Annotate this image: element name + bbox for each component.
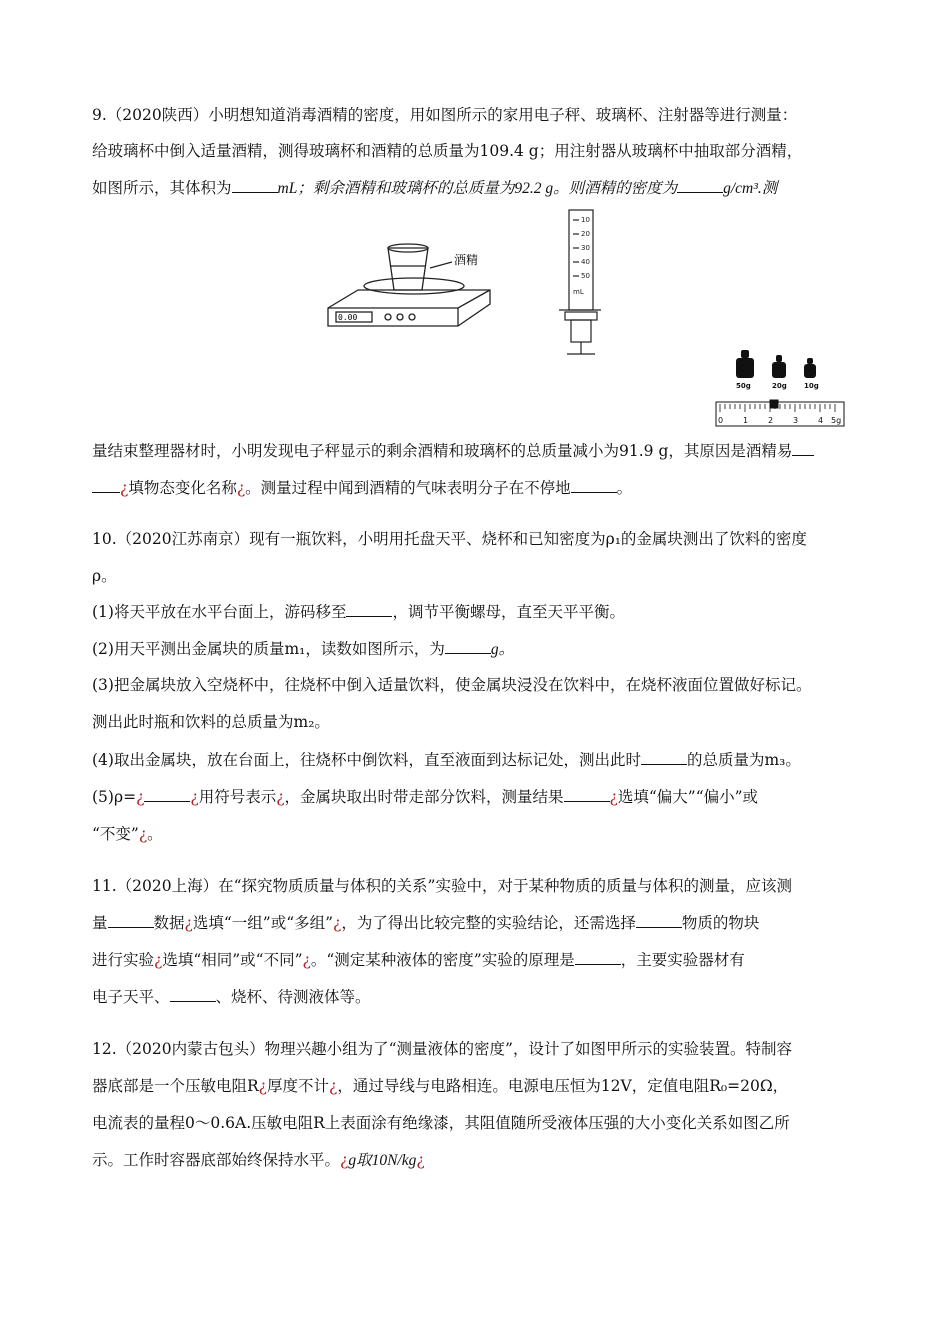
q10-step-5-cont-a: “不变”	[92, 825, 139, 843]
q10-step-1-b: ，调节平衡螺母，直至天平平衡。	[392, 603, 625, 621]
q10-step-5-a: (5)ρ=	[92, 788, 137, 806]
q11-line-2-a: 量	[92, 914, 108, 932]
blank-molecule-motion[interactable]	[571, 478, 617, 493]
blank-volume[interactable]	[232, 178, 278, 193]
garbled-char: ¿	[138, 825, 148, 843]
q11-line-2-b: 数据	[153, 914, 185, 932]
q12-line-1: 12.（2020内蒙古包头）物理兴趣小组为了“测量液体的密度”，设计了如图甲所示的实验装置。特制容	[92, 1040, 792, 1058]
q9-line-3-b: mL；剩余酒精和玻璃杯的总质量为92.2 g。则酒精的密度为	[277, 180, 678, 197]
blank-density[interactable]	[677, 178, 723, 193]
q11-line-3-c: 选填“相同”或“不同”	[162, 951, 303, 969]
q9-line-5-d: 。测量过程中闻到酒精的气味表明分子在不停地	[245, 479, 571, 497]
q10-line-2: ρ。	[92, 567, 117, 585]
weight-10g	[804, 364, 816, 378]
q12-line-2-e: ，通过导线与电路相连。电源电压恒为12V，定值电阻R₀=20Ω，	[337, 1077, 789, 1095]
weight-label: 10g	[804, 382, 819, 390]
q12-line-3: 电流表的量程0～0.6A.压敏电阻R上表面涂有绝缘漆，其阻值随所受液体压强的大小变化关系如图乙所	[92, 1114, 790, 1132]
q12-line-2-a: 器底部是一个压敏电阻R	[92, 1077, 259, 1095]
weight-20g	[772, 362, 786, 378]
syringe-mark: 50	[581, 272, 590, 280]
ruler-tick-label: 3	[793, 416, 799, 425]
q12-line-2	[92, 1075, 788, 1097]
q10-step-5-cont-c: 。	[147, 825, 163, 843]
ruler-tick-label: 4	[818, 416, 824, 425]
q11-line-3-a: 进行实验	[92, 951, 155, 969]
garbled-char: ¿	[120, 479, 129, 497]
q10-step-4	[92, 749, 801, 771]
q10-step-5-h: 选填“偏大”“偏小”或	[617, 788, 759, 806]
q9-line-4-text: 量结束整理器材时，小明发现电子秤显示的剩余酒精和玻璃杯的总质量减小为91.9 g，其原因是酒精易	[92, 442, 793, 460]
syringe-figure	[555, 206, 605, 362]
garbled-char: ¿	[236, 479, 246, 497]
garbled-char: ¿	[340, 1151, 349, 1169]
garbled-char: ¿	[329, 1077, 338, 1095]
garbled-char: ¿	[609, 788, 618, 806]
scale-display-text: 0.00	[338, 313, 358, 322]
garbled-char: ¿	[416, 1151, 425, 1169]
blank-principle[interactable]	[575, 950, 621, 965]
q9-line-5	[92, 477, 632, 499]
q9-line-3-c: g/cm³.测	[723, 180, 778, 197]
blank-state-change-b[interactable]	[92, 478, 120, 493]
weight-label: 50g	[736, 382, 751, 390]
syringe-plunger	[571, 320, 591, 342]
ruler-tick-label: 2	[768, 416, 774, 425]
q11-line-4-a: 电子天平、	[92, 988, 170, 1006]
q10-step-5	[92, 786, 758, 808]
syringe-mark: 40	[581, 258, 590, 266]
blank-data-groups[interactable]	[108, 913, 154, 928]
blank-total-mass-item[interactable]	[641, 750, 687, 765]
garbled-char: ¿	[276, 788, 285, 806]
syringe-mark: 20	[581, 230, 590, 238]
blank-measurement-result[interactable]	[564, 787, 610, 802]
garbled-char: ¿	[333, 914, 342, 932]
q11-line-2	[92, 912, 759, 934]
q9-line-1: 9.（2020陕西）小明想知道消毒酒精的密度，用如图所示的家用电子秤、玻璃杯、注射器等进行测量：	[92, 106, 798, 124]
ruler-tick-label: 0	[718, 416, 724, 425]
electronic-scale-figure	[318, 238, 498, 330]
glass-cup	[388, 248, 428, 290]
q11-line-3	[92, 949, 745, 971]
blank-equipment[interactable]	[170, 987, 216, 1002]
q10-step-2-b: g。	[490, 641, 515, 658]
q11-line-1: 11.（2020上海）在“探究物质质量与体积的关系”实验中，对于某种物质的质量与体积的测量，应该测	[92, 877, 792, 895]
syringe-unit: mL	[573, 288, 584, 296]
blank-mass-reading[interactable]	[445, 639, 491, 654]
q12-line-4-c: g取10N/kg	[348, 1152, 417, 1169]
q9-line-2: 给玻璃杯中倒入适量酒精，测得玻璃杯和酒精的总质量为109.4 g；用注射器从玻璃杯中抽取部分酒精，	[92, 142, 803, 160]
garbled-char: ¿	[154, 951, 163, 969]
alcohol-label: 酒精	[454, 253, 479, 267]
q10-step-5-cont	[92, 823, 163, 845]
q11-line-3-f: ，主要实验器材有	[620, 951, 745, 969]
weight-label: 20g	[772, 382, 787, 390]
weights-and-ruler-figure	[712, 344, 852, 430]
q10-step-2-a: (2)用天平测出金属块的质量m₁，读数如图所示，为	[92, 640, 445, 658]
q10-step-1	[92, 601, 625, 623]
q10-step-3: (3)把金属块放入空烧杯中，往烧杯中倒入适量饮料，使金属块浸没在饮料中，在烧杯液面位置做好标记。	[92, 676, 812, 694]
q9-line-3	[92, 177, 777, 200]
q12-line-4-a: 示。工作时容器底部始终保持水平。	[92, 1151, 341, 1169]
q10-step-1-a: (1)将天平放在水平台面上，游码移至	[92, 603, 347, 621]
garbled-char: ¿	[184, 914, 193, 932]
garbled-char: ¿	[258, 1077, 267, 1095]
q11-line-2-g: 物质的物块	[681, 914, 760, 932]
scale-plate	[364, 278, 464, 294]
syringe-mark: 30	[581, 244, 590, 252]
q11-line-4-b: 、烧杯、待测液体等。	[215, 988, 371, 1006]
garbled-char: ¿	[136, 788, 145, 806]
ruler-slider	[770, 400, 778, 408]
blank-state-change-a[interactable]	[792, 441, 814, 456]
ruler-tick-label: 5g	[831, 416, 842, 425]
q10-step-4-b: 的总质量为m₃。	[686, 751, 801, 769]
q10-step-2	[92, 638, 514, 661]
blank-substance-choice[interactable]	[636, 913, 682, 928]
blank-rider-position[interactable]	[346, 602, 392, 617]
q10-line-1: 10.（2020江苏南京）现有一瓶饮料，小明用托盘天平、烧杯和已知密度为ρ₁的金属块测出了饮料的密度	[92, 530, 807, 548]
q9-line-5-e: 。	[616, 479, 633, 497]
q11-line-3-e: 。“测定某种液体的密度”实验的原理是	[310, 951, 575, 969]
syringe-mark: 10	[581, 216, 590, 224]
q10-step-3-cont: 测出此时瓶和饮料的总质量为m₂。	[92, 713, 330, 731]
q10-step-5-f: ，金属块取出时带走部分饮料，测量结果	[284, 788, 564, 806]
q12-line-4	[92, 1149, 425, 1172]
q12-line-2-c: 厚度不计	[266, 1077, 329, 1095]
q9-line-5-b: 填物态变化名称	[128, 479, 237, 497]
garbled-char: ¿	[302, 951, 311, 969]
q10-step-5-d: 用符号表示	[198, 788, 277, 806]
q11-line-2-d: 选填“一组”或“多组”	[192, 914, 334, 932]
q10-step-4-a: (4)取出金属块，放在台面上，往烧杯中倒饮料，直至液面到达标记处，测出此时	[92, 751, 641, 769]
q11-line-4	[92, 986, 371, 1008]
weight-50g	[736, 358, 754, 378]
q11-line-2-f: ，为了得出比较完整的实验结论，还需选择	[341, 914, 636, 932]
ruler-tick-label: 1	[743, 416, 749, 425]
garbled-char: ¿	[190, 788, 199, 806]
q9-line-3-a: 如图所示，其体积为	[92, 179, 232, 197]
q9-line-4	[92, 440, 814, 462]
blank-density-expression[interactable]	[144, 787, 190, 802]
